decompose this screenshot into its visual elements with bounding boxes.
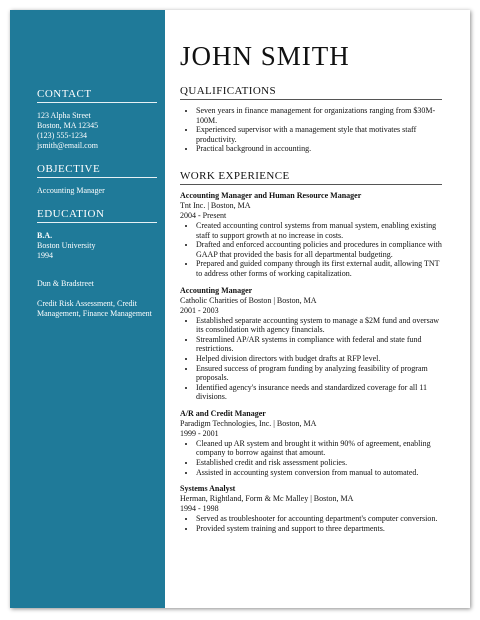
contact-email: jsmith@email.com — [37, 141, 98, 150]
job-bullet: • Ensured success of program funding by analyzing feasibility of program proposals. — [196, 364, 442, 383]
job-company: Catholic Charities of Boston | Boston, MA — [180, 295, 317, 305]
objective-section — [37, 163, 157, 196]
objective-text: Accounting Manager — [37, 186, 105, 195]
job-bullet: • Established separate accounting system to manage a $2M fund and oversaw its consolidation with agency financials. — [196, 316, 442, 335]
job-bullet: • Provided system training and support to three departments. — [196, 524, 442, 534]
job-title: Systems Analyst — [180, 484, 236, 494]
contact-heading: CONTACT — [37, 88, 157, 103]
job-bullet: • Served as troubleshooter for accounting department's computer conversion. — [196, 514, 442, 524]
job-bullet: • Helped division directors with budget drafts at RFP level. — [196, 354, 442, 364]
qualification-item: • Experienced supervisor with a management style that motivates staff productivity. — [196, 125, 442, 144]
job-entry — [180, 484, 442, 533]
job-bullets — [180, 439, 442, 477]
job-entry — [180, 191, 442, 279]
contact-phone: (123) 555-1234 — [37, 131, 87, 140]
qualification-item: • Seven years in finance management for organizations ranging from $30M-100M. — [196, 106, 442, 125]
resume-page — [10, 10, 470, 608]
job-company: Paradigm Technologies, Inc. | Boston, MA — [180, 418, 317, 428]
contact-address-line2: Boston, MA 12345 — [37, 121, 99, 130]
education-year: 1994 — [37, 251, 53, 260]
job-bullet: • Cleaned up AR system and brought it within 90% of agreement, enabling company to borrow against that amount. — [196, 439, 442, 458]
candidate-name: JOHN SMITH — [180, 41, 350, 71]
job-dates: 2001 - 2003 — [180, 305, 219, 315]
job-bullets — [180, 221, 442, 279]
job-bullets — [180, 514, 442, 533]
job-bullet: • Prepared and guided company through its first external audit, allowing TNT to address other forms of working capitalization. — [196, 259, 442, 278]
job-dates: 2004 - Present — [180, 210, 227, 220]
sidebar — [10, 10, 165, 608]
main-content — [180, 10, 442, 608]
job-dates: 1994 - 1998 — [180, 504, 219, 514]
qualifications-list — [180, 106, 442, 154]
job-bullet: • Assisted in accounting system conversion from manual to automated. — [196, 468, 442, 478]
job-title: Accounting Manager — [180, 285, 253, 295]
job-bullet: • Identified agency's insurance needs and standardized coverage for all 11 divisions. — [196, 383, 442, 402]
job-entry — [180, 409, 442, 477]
contact-section — [37, 88, 157, 151]
job-bullets — [180, 316, 442, 402]
objective-heading: OBJECTIVE — [37, 163, 157, 178]
job-entry — [180, 286, 442, 402]
education-section — [37, 208, 157, 319]
education-heading: EDUCATION — [37, 208, 157, 223]
contact-address-line1: 123 Alpha Street — [37, 111, 91, 120]
education-school: Boston University — [37, 241, 96, 250]
qualifications-heading: QUALIFICATIONS — [180, 85, 442, 100]
job-bullet: • Drafted and enforced accounting policies and procedures in compliance with GAAP that provided the basis for all departmental budgeting. — [196, 240, 442, 259]
job-company: Tnt Inc. | Boston, MA — [180, 200, 251, 210]
training-course: Credit Risk Assessment, Credit Management, Finance Management — [37, 299, 152, 318]
job-bullet: • Established credit and risk assessment policies. — [196, 458, 442, 468]
job-company: Herman, Rightland, Form & Mc Malley | Boston, MA — [180, 494, 354, 504]
job-title: Accounting Manager and Human Resource Manager — [180, 190, 362, 200]
job-bullet: • Streamlined AP/AR systems in compliance with federal and state fund restrictions. — [196, 335, 442, 354]
education-degree: B.A. — [37, 231, 53, 240]
job-bullet: • Created accounting control systems from manual system, enabling existing staff to support growth at no increase in costs. — [196, 221, 442, 240]
job-title: A/R and Credit Manager — [180, 408, 266, 418]
qualification-item: • Practical background in accounting. — [196, 144, 442, 154]
experience-heading: WORK EXPERIENCE — [180, 170, 442, 185]
training-org: Dun & Bradstreet — [37, 279, 94, 288]
job-dates: 1999 - 2001 — [180, 428, 219, 438]
